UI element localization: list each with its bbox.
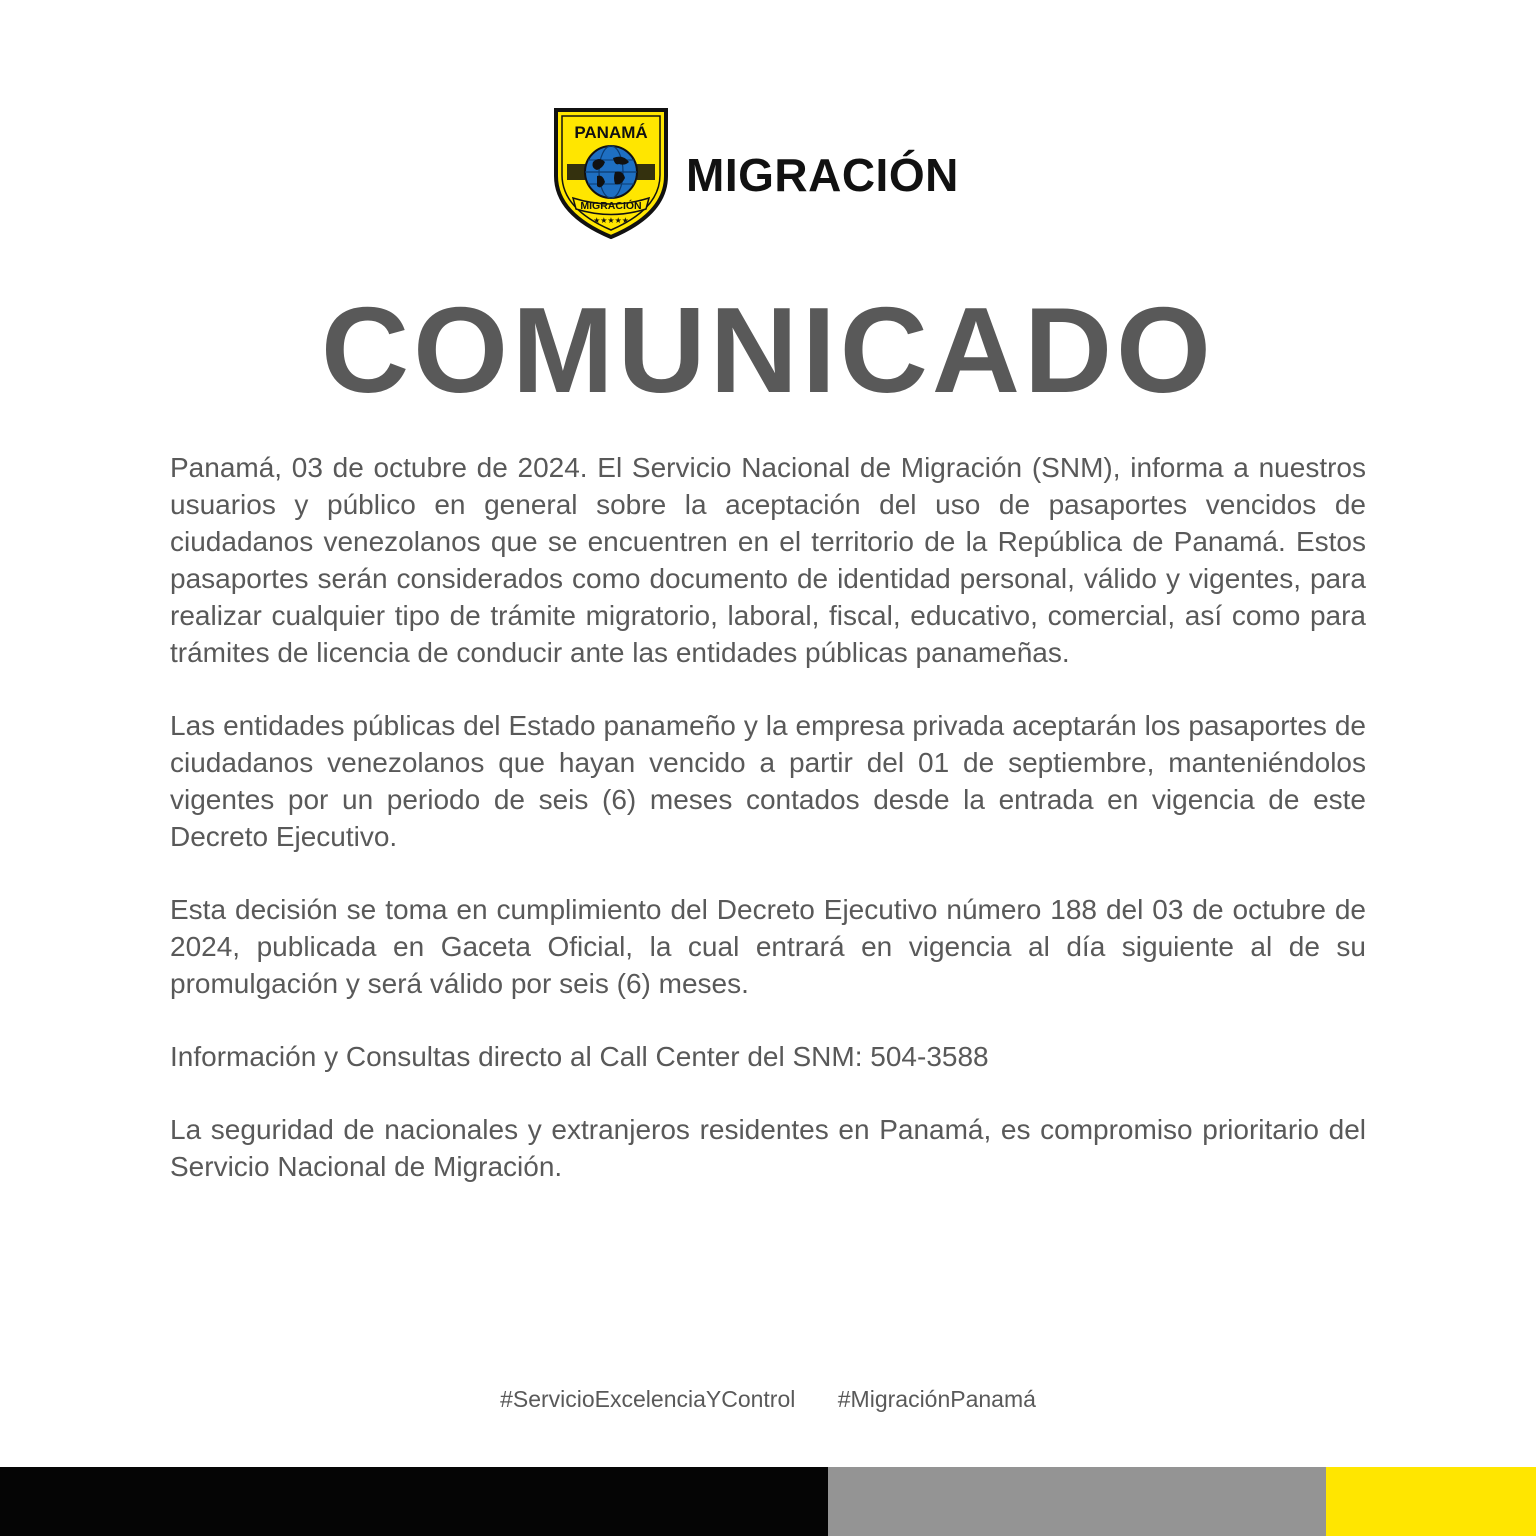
migracion-shield-logo [553,106,669,240]
paragraph-2: Las entidades públicas del Estado panameño y la empresa privada aceptarán los pasaportes de ciudadanos venezolanos que hayan vencido a partir del 01 de septiembre, manteniéndolos vigentes por un periodo de seis (6) meses contados desde la entrada en vigencia de este Decreto Ejecutivo. [170,710,1366,852]
footer-bar-black [0,1467,828,1536]
brand-name: MIGRACIÓN [686,149,959,201]
footer-bar-gray [828,1467,1326,1536]
hashtag-migracion: #MigraciónPanamá [837,1386,1036,1412]
contact-line: Información y Consultas directo al Call Center del SNM: 504-3588 [170,1041,989,1072]
paragraph-1: Panamá, 03 de octubre de 2024. El Servicio Nacional de Migración (SNM), informa a nuestros usuarios y público en general sobre la aceptación del uso de pasaportes vencidos de ciudadanos venezolanos que se encuentren en el territorio de la República de Panamá. Estos pasaportes serán considerados como documento de identidad personal, válido y vigentes, para realizar cualquier tipo de trámite migratorio, laboral, fiscal, educativo, comercial, así como para trámites de licencia de conducir ante las entidades públicas panameñas. [170,452,1366,668]
announcement-body [170,449,1366,1221]
logo-bottom-text: MIGRACIÓN [580,200,642,212]
hashtag-servicio: #ServicioExcelenciaYControl [500,1386,796,1412]
globe-icon [585,146,637,198]
footer-bar-yellow [1326,1467,1536,1536]
page-title: COMUNICADO [321,282,1215,418]
closing-paragraph: La seguridad de nacionales y extranjeros residentes en Panamá, es compromiso prioritario del Servicio Nacional de Migración. [170,1114,1366,1182]
logo-stars: ★★★★★ [593,216,629,225]
header [553,106,959,240]
logo-top-text: PANAMÁ [574,123,648,142]
paragraph-3: Esta decisión se toma en cumplimiento del Decreto Ejecutivo número 188 del 03 de octubre de 2024, publicada en Gaceta Oficial, la cual entrará en vigencia al día siguiente al de su promulgación y será válido por seis (6) meses. [170,894,1366,999]
hashtags [0,1386,1536,1413]
